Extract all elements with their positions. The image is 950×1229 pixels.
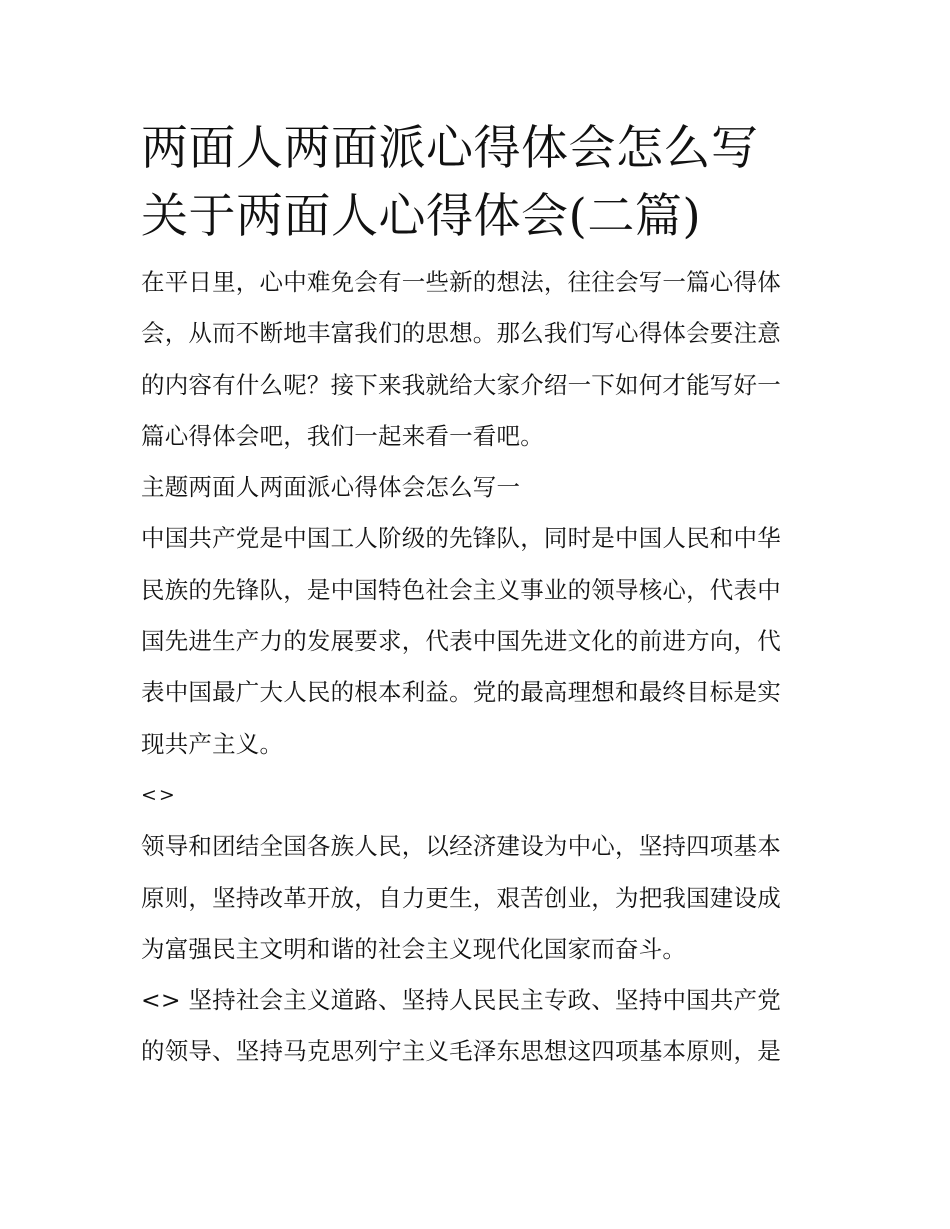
section-heading: 主题两面人两面派心得体会怎么写一 xyxy=(141,473,521,502)
text-line: 在平日里，心中难免会有一些新的想法，往往会写一篇心得体 xyxy=(141,268,781,296)
intro-paragraph xyxy=(141,257,821,462)
paragraph-1 xyxy=(141,513,821,769)
paragraph-3 xyxy=(141,975,821,1078)
document-body xyxy=(141,257,821,1078)
text-line: 的领导、坚持马克思列宁主义毛泽东思想这四项基本原则，是 xyxy=(141,1037,781,1066)
text-line: 领导和团结全国各族人民，以经济建设为中心，坚持四项基本 xyxy=(141,832,781,861)
text-line: 表中国最广大人民的根本利益。党的最高理想和最终目标是实 xyxy=(141,678,781,707)
text-line: 的内容有什么呢？接下来我就给大家介绍一下如何才能写好一 xyxy=(141,370,781,399)
text-line: 现共产主义。 xyxy=(141,729,284,758)
title-line: 两面人两面派心得体会怎么写 xyxy=(141,121,759,176)
text-line: 会，从而不断地丰富我们的思想。那么我们写心得体会要注意 xyxy=(141,319,781,348)
text-line: <> 坚持社会主义道路、坚持人民民主专政、坚持中国共产党 xyxy=(141,986,781,1015)
title-line: 关于两面人心得体会(二篇) xyxy=(141,189,702,244)
bracket-marker: <> xyxy=(141,783,177,806)
text-line: 原则，坚持改革开放，自力更生，艰苦创业，为把我国建设成 xyxy=(141,883,781,912)
text-line: 为富强民主文明和谐的社会主义现代化国家而奋斗。 xyxy=(141,934,687,963)
text-line: 民族的先锋队，是中国特色社会主义事业的领导核心，代表中 xyxy=(141,575,781,604)
text-line: 国先进生产力的发展要求，代表中国先进文化的前进方向，代 xyxy=(141,627,781,656)
paragraph-2 xyxy=(141,821,821,975)
document-page xyxy=(141,0,821,1078)
document-title xyxy=(141,0,821,251)
text-line: 中国共产党是中国工人阶级的先锋队，同时是中国人民和中华 xyxy=(141,524,781,553)
text-line: 篇心得体会吧，我们一起来看一看吧。 xyxy=(141,421,544,450)
